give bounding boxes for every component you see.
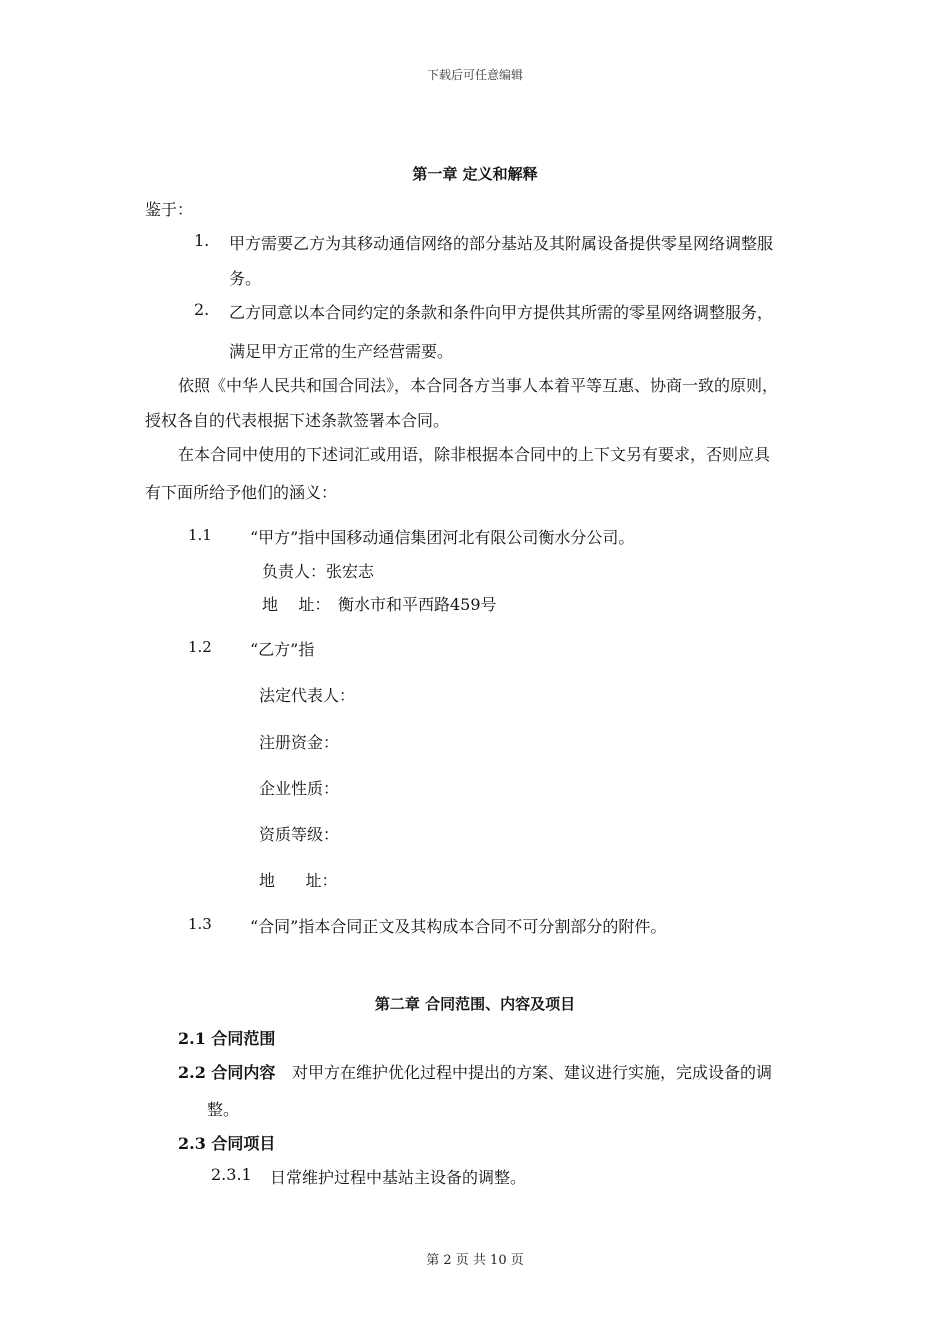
definition-2-text: “乙方”指 (250, 640, 315, 659)
party-b-enterprise-nature: 企业性质： (259, 779, 340, 798)
party-b-legal-rep: 法定代表人： (259, 686, 356, 705)
party-b-registered-capital: 注册资金： (259, 733, 340, 752)
paragraph-basis-line1: 依照《中华人民共和国合同法》，本合同各方当事人本着平等互惠、协商一致的原则， (178, 376, 779, 395)
list-item-1-line2: 务。 (229, 269, 262, 288)
list-item-2-line2: 满足甲方正常的生产经营需要。 (229, 342, 454, 361)
page-footer: 第 2 页 共 10 页 (426, 1253, 524, 1268)
definition-3-text: “合同”指本合同正文及其构成本合同不可分割部分的附件。 (250, 917, 667, 936)
section-2-3-1-text: 日常维护过程中基站主设备的调整。 (270, 1168, 527, 1187)
definition-3-number: 1.3 (188, 915, 212, 933)
party-b-qualification: 资质等级： (259, 825, 340, 844)
page-header: 下载后可任意编辑 (426, 68, 523, 82)
list-item-1-line1: 甲方需要乙方为其移动通信网络的部分基站及其附属设备提供零星网络调整服 (229, 234, 774, 253)
section-2-3-heading: 2.3 合同项目 (178, 1134, 276, 1153)
definition-2-number: 1.2 (188, 638, 212, 656)
list-item-2-number: 2. (194, 300, 210, 319)
section-2-2-line1: 对甲方在维护优化过程中提出的方案、建议进行实施，完成设备的调 (292, 1063, 773, 1082)
paragraph-terms-line1: 在本合同中使用的下述词汇或用语，除非根据本合同中的上下文另有要求，否则应具 (178, 445, 771, 464)
party-a-responsible: 负责人：张宏志 (262, 562, 375, 581)
section-2-2-heading: 2.2 合同内容 (178, 1063, 276, 1082)
party-b-address: 地 址： (259, 871, 338, 890)
chapter-1-title: 第一章 定义和解释 (412, 165, 538, 183)
section-2-3-1-number: 2.3.1 (211, 1165, 252, 1184)
party-a-address-value: 衡水市和平西路459号 (338, 595, 497, 614)
definition-1-number: 1.1 (188, 526, 212, 544)
section-2-1-heading: 2.1 合同范围 (178, 1029, 276, 1048)
chapter-2-title: 第二章 合同范围、内容及项目 (374, 995, 576, 1013)
party-a-address-label: 地 址： (262, 595, 331, 614)
paragraph-basis-line2: 授权各自的代表根据下述条款签署本合同。 (145, 411, 450, 430)
list-item-2-line1: 乙方同意以本合同约定的条款和条件向甲方提供其所需的零星网络调整服务， (229, 303, 774, 322)
list-item-1-number: 1. (194, 231, 210, 250)
paragraph-terms-line2: 有下面所给予他们的涵义： (145, 483, 338, 502)
whereas-label: 鉴于： (145, 200, 194, 219)
definition-1-text: “甲方”指中国移动通信集团河北有限公司衡水分公司。 (250, 528, 635, 547)
section-2-2-line2: 整。 (207, 1100, 240, 1119)
